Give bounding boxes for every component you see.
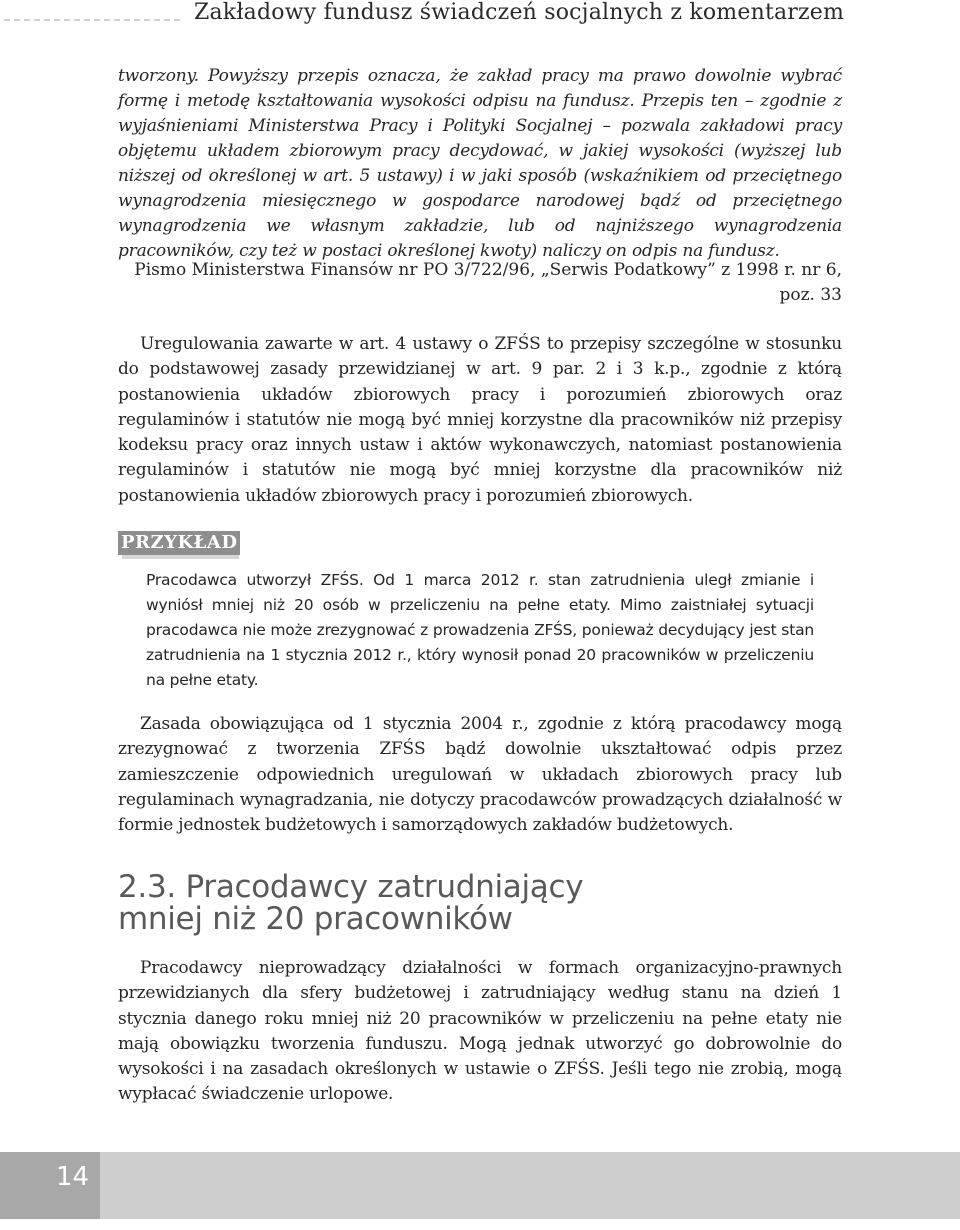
footer-bar — [0, 1152, 960, 1219]
example-text: Pracodawca utworzył ZFŚS. Od 1 marca 2012 r. stan zatrudnienia uległ zmianie i wyniósł mniej niż 20 osób w przeliczeniu na pełne etaty. Mimo zaistniałej sytuacji pracodawca nie może zrezygnować z prowadzenia ZFŚS, ponieważ decydujący jest stan zatrudnienia na 1 stycznia 2012 r., który wynosił ponad 20 pracowników w przeliczeniu na pełne etaty. — [146, 571, 814, 689]
quoted-interpretation: tworzony. Powyższy przepis oznacza, że zakład pracy ma prawo dowolnie wybrać formę i metodę kształtowania wysokości odpisu na fundusz. Przepis ten – zgodnie z wyjaśnieniami Ministerstwa Pracy i Polityki Socjalnej – pozwala zakładowi pracy objętemu układem zbiorowym pracy decydować, w jakiej wysokości (wyższej lub niższej od określonej w art. 5 ustawy) i w jaki sposób (wskaźnikiem od przeciętnego wynagrodzenia miesięcznego w gospodarce narodowej bądź od przeciętnego wynagrodzenia we własnym zakładzie, lub od najniższego wynagrodzenia pracowników, czy też w postaci określonej kwoty) naliczy on odpis na fundusz. — [118, 66, 842, 261]
paragraph-regulations: Uregulowania zawarte w art. 4 ustawy o ZFŚS to przepisy szczególne w stosunku do podstawowej zasady przewidzianej w art. 9 par. 2 i 3 k.p., zgodnie z którą postanowienia układów zbiorowych pracy i porozumień zbiorowych oraz regulaminów i statutów nie mogą być mniej korzystne dla pracowników niż przepisy kodeksu pracy oraz innych ustaw i aktów wykonawczych, natomiast postanowienia regulaminów i statutów nie mogą być mniej korzystne dla pracowników niż postanowienia układów zbiorowych pracy i porozumień zbiorowych. — [118, 334, 842, 506]
section-title-line2: mniej niż 20 pracowników — [118, 901, 513, 937]
running-title: Zakładowy fundusz świadczeń socjalnych z komentarzem — [194, 0, 845, 25]
section-title-line1: Pracodawcy zatrudniający — [185, 869, 584, 905]
section-number: 2.3. — [118, 869, 176, 905]
section-title — [118, 871, 842, 935]
paragraph-small-employers: Pracodawcy nieprowadzący działalności w formach organizacyjno-prawnych przewidzianych dla sfery budżetowej i zatrudniający według stanu na dzień 1 stycznia danego roku mniej niż 20 pracowników w przeliczeniu na pełne etaty nie mają obowiązku tworzenia funduszu. Mogą jednak utworzyć go dobrowolnie do wysokości i na zasadach określonych w ustawie o ZFŚS. Jeśli tego nie zrobią, mogą wypłacać świadczenie urlopowe. — [118, 958, 842, 1105]
quote-citation: Pismo Ministerstwa Finansów nr PO 3/722/96, „Serwis Podatkowy” z 1998 r. nr 6, poz. 33 — [134, 260, 842, 305]
example-label: PRZYKŁAD — [118, 531, 240, 555]
header-dashed-rule — [4, 19, 180, 21]
page-number: 14 — [56, 1162, 90, 1192]
paragraph-rule-2004: Zasada obowiązująca od 1 stycznia 2004 r., zgodnie z którą pracodawcy mogą zrezygnować z tworzenia ZFŚS bądź dowolnie ukształtować odpis przez zamieszczenie odpowiednich uregulowań w układach zbiorowych pracy lub regulaminach wynagradzania, nie dotyczy pracodawców prowadzących działalność w formie jednostek budżetowych i samorządowych zakładów budżetowych. — [118, 714, 842, 836]
